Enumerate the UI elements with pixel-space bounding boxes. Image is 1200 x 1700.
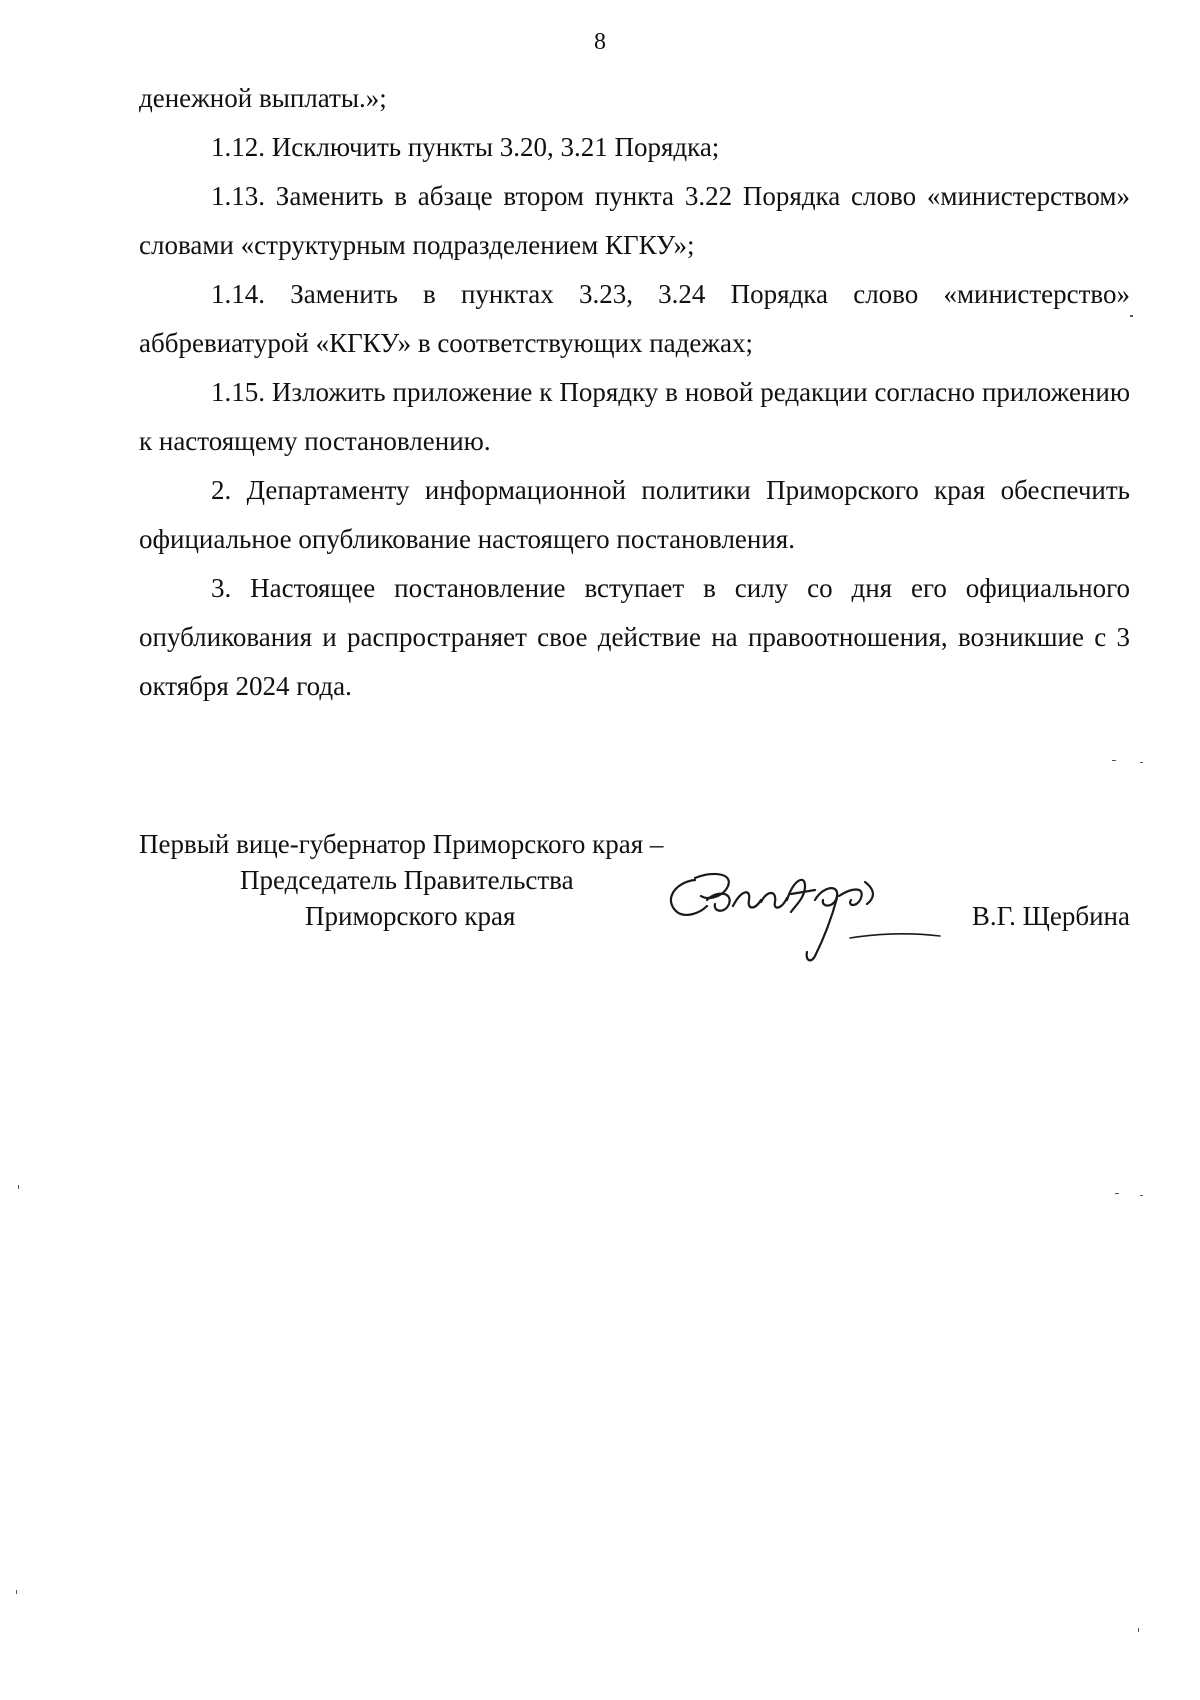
paragraph-continuation: денежной выплаты.»; (139, 83, 387, 113)
scan-speck (1130, 315, 1133, 317)
scan-speck (16, 1590, 17, 1594)
signatory-title-line-2: Председатель Правительства (240, 865, 574, 895)
signatory-title-line-1: Первый вице-губернатор Приморского края – (139, 829, 664, 859)
page-number: 8 (594, 29, 606, 55)
paragraph-1-14: 1.14. Заменить в пунктах 3.23, 3.24 Порядка слово «министерство» аббревиатурой «КГКУ» в соответствующих падежах; (139, 279, 1130, 358)
paragraph-1-13: 1.13. Заменить в абзаце втором пункта 3.22 Порядка слово «министерством» словами «структурным подразделением КГКУ»; (139, 181, 1130, 260)
scan-speck (1115, 1193, 1119, 1194)
scan-speck (1140, 1195, 1143, 1196)
paragraph-2: 2. Департаменту информационной политики Приморского края обеспечить официальное опубликование настоящего постановления. (139, 475, 1130, 554)
signatory-title-line-3: Приморского края (305, 901, 516, 931)
scan-speck (18, 1185, 19, 1189)
paragraph-1-15: 1.15. Изложить приложение к Порядку в новой редакции согласно приложению к настоящему постановлению. (139, 377, 1130, 456)
paragraph-3: 3. Настоящее постановление вступает в силу со дня его официального опубликования и распространяет свое действие на правоотношения, возникшие с 3 октября 2024 года. (139, 573, 1130, 701)
handwritten-signature (655, 860, 945, 965)
scan-speck (1140, 762, 1143, 763)
document-body (139, 74, 1130, 711)
paragraph-1-12: 1.12. Исключить пункты 3.20, 3.21 Порядка; (211, 132, 720, 162)
signatory-name: В.Г. Щербина (971, 901, 1130, 931)
scan-speck (1112, 760, 1116, 761)
scan-speck (1138, 1628, 1139, 1632)
signature-block (139, 826, 1130, 956)
